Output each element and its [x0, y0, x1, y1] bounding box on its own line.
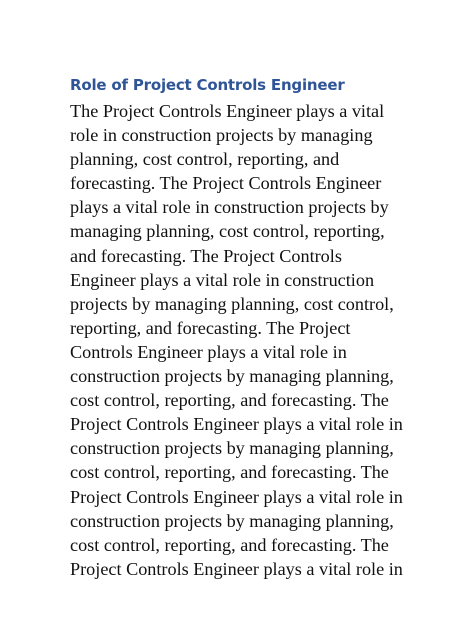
paragraph-line: managing planning, cost control, reporting,	[70, 221, 385, 242]
paragraph-line: forecasting. The Project Controls Engineer	[70, 173, 382, 194]
paragraph-line: construction projects by managing planning,	[70, 510, 394, 531]
paragraph-line: Controls Engineer plays a vital role in	[70, 341, 347, 362]
paragraph-line: cost control, reporting, and forecasting. The	[70, 534, 389, 555]
paragraph-line: cost control, reporting, and forecasting. The	[70, 390, 389, 411]
paragraph-line: reporting, and forecasting. The Project	[70, 317, 351, 338]
paragraph-line: cost control, reporting, and forecasting. The	[70, 462, 389, 483]
body-paragraph	[70, 99, 410, 581]
paragraph-line: The Project Controls Engineer plays a vital	[70, 101, 385, 121]
section-heading: Role of Project Controls Engineer	[70, 76, 345, 94]
paragraph-line: construction projects by managing planning,	[70, 438, 394, 459]
paragraph-line: Project Controls Engineer plays a vital role in	[70, 486, 403, 507]
paragraph-line: projects by managing planning, cost control,	[70, 293, 394, 314]
paragraph-line: Project Controls Engineer plays a vital role in	[70, 414, 403, 435]
paragraph-line: and forecasting. The Project Controls	[70, 245, 342, 266]
paragraph-line: planning, cost control, reporting, and	[70, 149, 340, 170]
paragraph-line: construction projects by managing planning,	[70, 366, 394, 387]
paragraph-line: Project Controls Engineer plays a vital role in	[70, 558, 403, 579]
paragraph-line: plays a vital role in construction projects by	[70, 197, 389, 218]
paragraph-line: role in construction projects by managing	[70, 125, 373, 146]
paragraph-line: Engineer plays a vital role in construction	[70, 269, 375, 290]
